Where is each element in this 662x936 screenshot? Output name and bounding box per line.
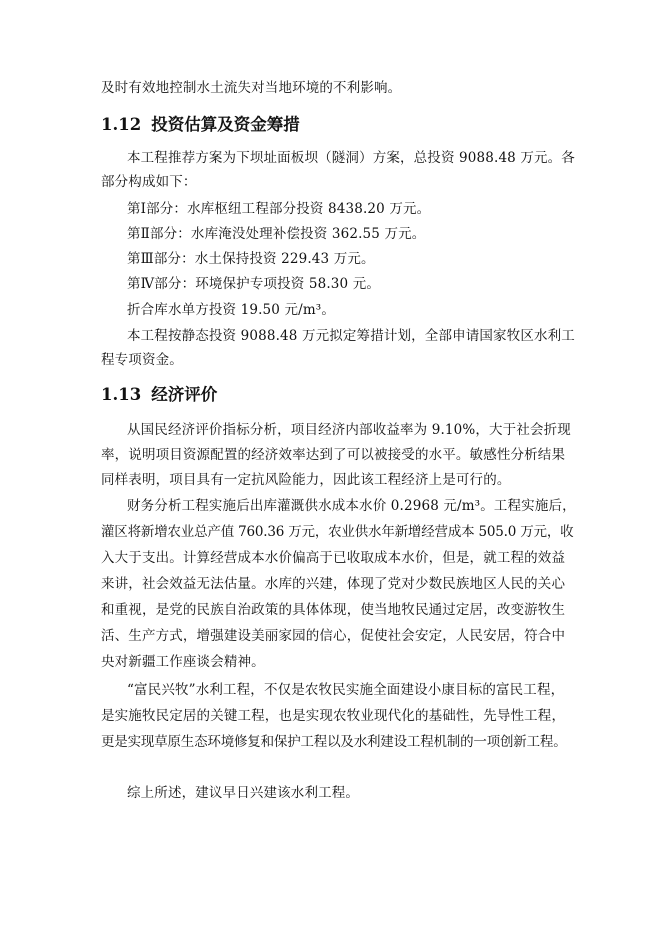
paragraph-line: 本工程按静态投资 9088.48 万元拟定筹措计划，全部申请国家牧区水利工 [127,328,575,344]
paragraph-line: 同样表明，项目具有一定抗风险能力，因此该工程经济上是可行的。 [101,472,511,488]
section-number: 1.12 [101,115,142,134]
paragraph-line: 灌区将新增农业总产值 760.36 万元，农业供水年新增经营成本 505.0 万元，收 [101,524,574,540]
paragraph-line: 率，说明项目资源配置的经济效率达到了可以被接受的水平。敏感性分析结果 [101,447,566,463]
section-number: 1.13 [101,385,142,404]
section-title: 经济评价 [151,385,218,404]
paragraph-line: 来讲，社会效益无法估量。水库的兴建，体现了党对少数民族地区人民的关心 [101,576,566,592]
paragraph-line: 本工程推荐方案为下坝址面板坝（隧洞）方案，总投资 9088.48 万元。各 [127,150,575,166]
conclusion-line: 综上所述，建议早日兴建该水利工程。 [127,785,360,801]
paragraph-line: 是实施牧民定居的关键工程，也是实现农牧业现代化的基础性，先导性工程， [101,708,566,724]
investment-part-2: 第Ⅱ部分：水库淹没处理补偿投资 362.55 万元。 [127,226,426,242]
section-heading-1-12 [101,115,300,135]
paragraph-line: 财务分析工程实施后出库灌溉供水成本水价 0.2968 元/m³。工程实施后， [127,498,576,514]
paragraph-line: 央对新疆工作座谈会精神。 [101,654,265,670]
paragraph-line: 活、生产方式，增强建设美丽家园的信心，促使社会安定，人民安居，符合中 [101,628,566,644]
unit-cost-line: 折合库水单方投资 19.50 元/m³。 [127,302,335,318]
paragraph-line: 和重视，是党的民族自治政策的具体体现，使当地牧民通过定居，改变游牧生 [101,602,566,618]
paragraph-line: 入大于支出。计算经营成本水价偏高于已收取成本水价，但是，就工程的效益 [101,550,566,566]
paragraph-line: “富民兴牧”水利工程，不仅是农牧民实施全面建设小康目标的富民工程， [127,682,565,698]
investment-part-4: 第Ⅳ部分：环境保护专项投资 58.30 元。 [127,276,381,292]
paragraph-line: 程专项资金。 [101,352,183,368]
paragraph-line: 部分构成如下： [101,174,197,190]
paragraph-line: 更是实现草原生态环境修复和保护工程以及水利建设工程机制的一项创新工程。 [101,734,567,750]
section-heading-1-13 [101,385,217,405]
opening-line: 及时有效地控制水土流失对当地环境的不利影响。 [101,80,402,96]
investment-part-3: 第Ⅲ部分：水土保持投资 229.43 万元。 [127,251,375,267]
investment-part-1: 第Ⅰ部分：水库枢纽工程部分投资 8438.20 万元。 [127,201,431,217]
paragraph-line: 从国民经济评价指标分析，项目经济内部收益率为 9.10%，大于社会折现 [127,422,571,438]
section-title: 投资估算及资金筹措 [151,115,300,134]
